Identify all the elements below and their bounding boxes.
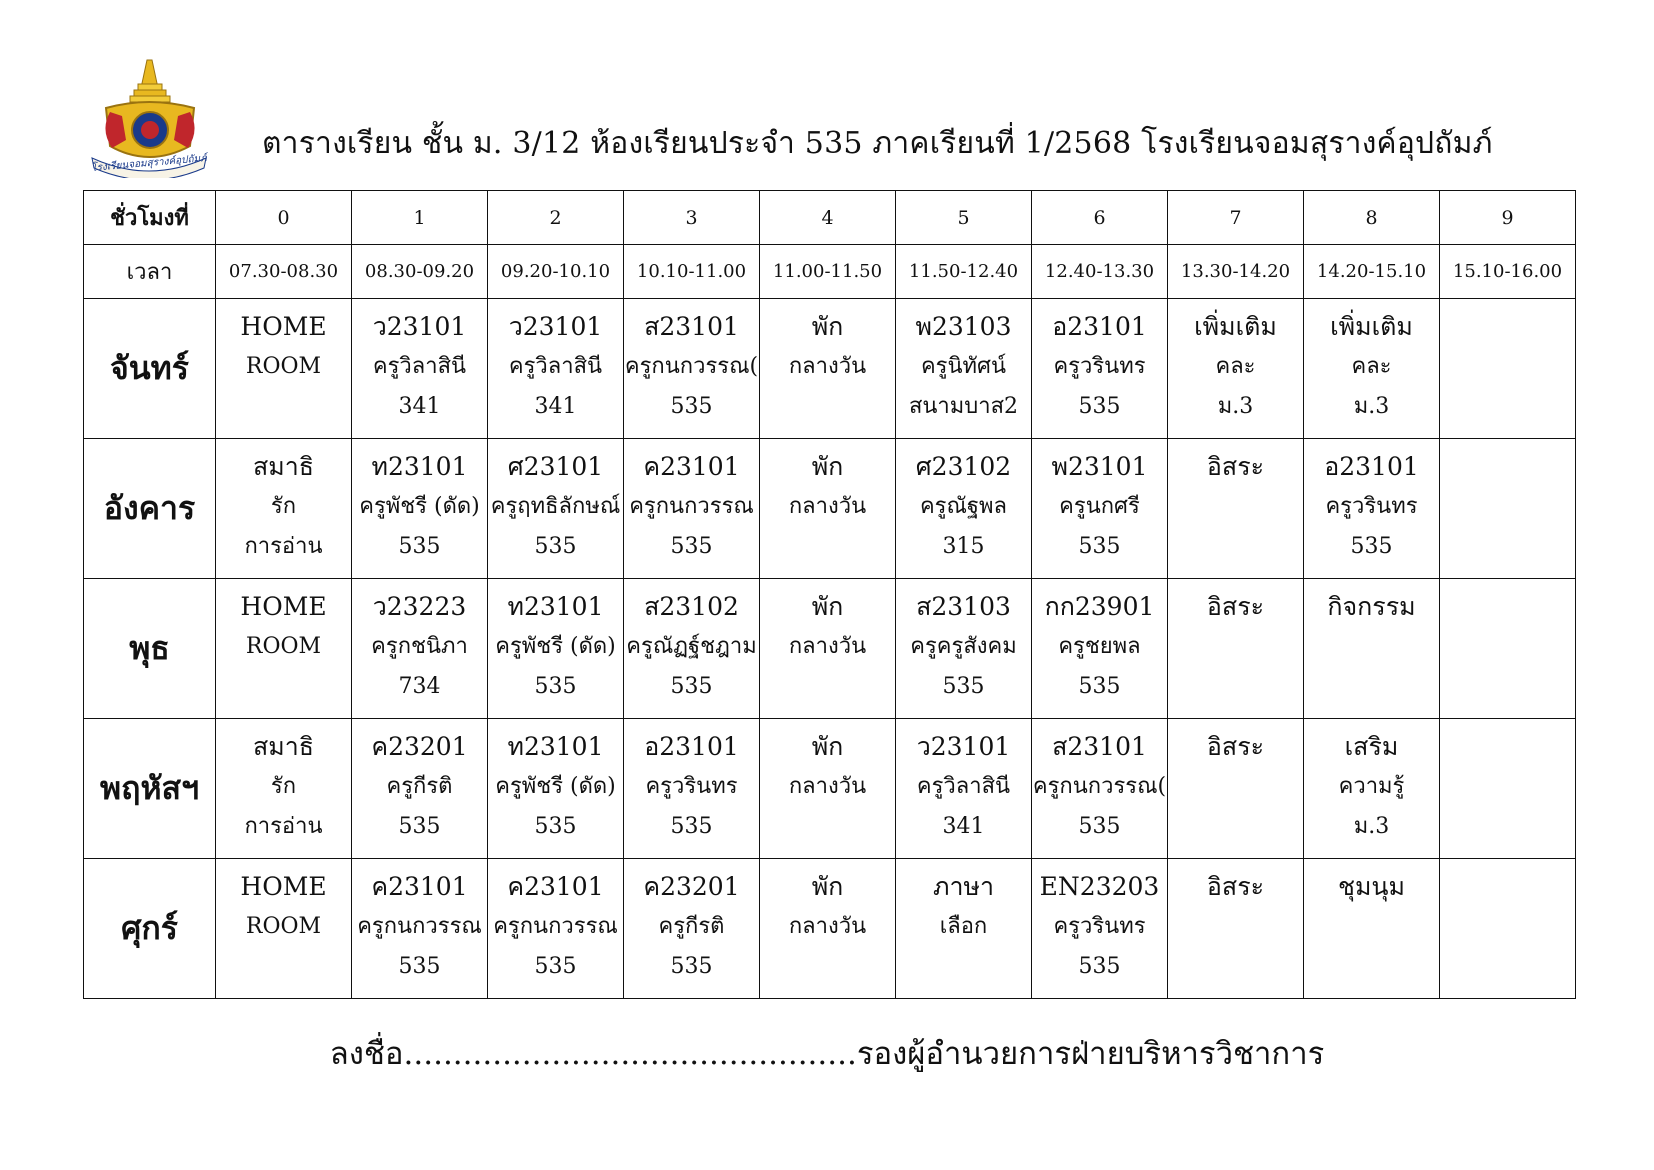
subject-code: HOME xyxy=(240,872,327,901)
class-cell xyxy=(488,299,624,439)
room-number xyxy=(216,947,351,987)
class-cell xyxy=(488,579,624,719)
teacher-name: ครูกีรติ xyxy=(658,914,725,939)
subject-code: พัก xyxy=(811,452,844,481)
room-number: 535 xyxy=(534,814,577,839)
room-number xyxy=(1304,667,1439,707)
subject-code: กก23901 xyxy=(1044,592,1155,621)
subject-code: เพิ่มเติม xyxy=(1194,312,1277,341)
time-slot: 08.30-09.20 xyxy=(352,245,488,299)
teacher-name: กลางวัน xyxy=(788,494,867,519)
class-cell xyxy=(1304,859,1440,999)
teacher-name: ครูวรินทร xyxy=(1053,354,1146,379)
room-number: 341 xyxy=(534,394,577,419)
teacher-name: ROOM xyxy=(245,354,322,379)
room-number xyxy=(760,667,895,707)
room-number: 535 xyxy=(534,674,577,699)
room-number xyxy=(216,667,351,707)
teacher-name xyxy=(1440,767,1575,807)
room-number: 535 xyxy=(670,534,713,559)
class-cell xyxy=(1304,719,1440,859)
time-slot: 15.10-16.00 xyxy=(1440,245,1576,299)
logo-caption: โรงเรียนจอมสุรางค์อุปถัมภ์ xyxy=(90,152,208,175)
room-number: ม.3 xyxy=(1217,394,1254,419)
class-cell xyxy=(216,859,352,999)
subject-code: ค23101 xyxy=(371,872,468,901)
teacher-name: ครูชยพล xyxy=(1058,634,1141,659)
subject-code: ส23101 xyxy=(1052,732,1147,761)
teacher-name: ครูพัชรี (ดัด) xyxy=(495,774,616,799)
teacher-name: ครูวรินทร xyxy=(1325,494,1418,519)
class-cell xyxy=(760,299,896,439)
room-number: 535 xyxy=(534,954,577,979)
teacher-name: ครูฤทธิลักษณ์ xyxy=(490,494,621,519)
timetable xyxy=(83,190,1576,999)
time-slot: 10.10-11.00 xyxy=(624,245,760,299)
subject-code: อิสระ xyxy=(1206,592,1265,621)
class-cell xyxy=(760,579,896,719)
room-number: 535 xyxy=(1078,394,1121,419)
room-number: 535 xyxy=(670,674,713,699)
room-number xyxy=(1168,807,1303,847)
class-cell xyxy=(352,579,488,719)
class-cell xyxy=(1440,439,1576,579)
subject-code: อ23101 xyxy=(1324,452,1419,481)
subject-code: ท23101 xyxy=(507,592,604,621)
room-number xyxy=(760,387,895,427)
day-name: จันทร์ xyxy=(84,299,216,439)
teacher-name: ครูกนกวรรณ xyxy=(357,914,482,939)
room-number xyxy=(1440,947,1575,987)
time-label: เวลา xyxy=(84,245,216,299)
subject-code: ท23101 xyxy=(371,452,468,481)
room-number: สนามบาส2 xyxy=(908,394,1019,419)
room-number: 341 xyxy=(942,814,985,839)
teacher-name xyxy=(1440,487,1575,527)
period-number: 7 xyxy=(1168,191,1304,245)
subject-code: ว23223 xyxy=(372,592,467,621)
class-cell xyxy=(352,719,488,859)
class-cell xyxy=(1168,579,1304,719)
period-number: 8 xyxy=(1304,191,1440,245)
class-cell xyxy=(1304,579,1440,719)
room-number: การอ่าน xyxy=(244,534,323,559)
teacher-name: ครูวิลาสินี xyxy=(372,354,467,379)
teacher-name: ครูวรินทร xyxy=(1053,914,1146,939)
subject-code xyxy=(1440,307,1575,347)
room-number xyxy=(896,947,1031,987)
room-number: 535 xyxy=(1078,814,1121,839)
subject-code: อ23101 xyxy=(1052,312,1147,341)
teacher-name: คละ xyxy=(1351,354,1392,379)
time-slot: 13.30-14.20 xyxy=(1168,245,1304,299)
day-name: พฤหัสฯ xyxy=(84,719,216,859)
time-slot: 12.40-13.30 xyxy=(1032,245,1168,299)
teacher-name: คละ xyxy=(1215,354,1256,379)
teacher-name: ครูวิลาสินี xyxy=(916,774,1011,799)
room-number xyxy=(1440,527,1575,567)
teacher-name: ครูกนกวรรณ( xyxy=(624,354,759,379)
page-title: ตารางเรียน ชั้น ม. 3/12 ห้องเรียนประจำ 535 ภาคเรียนที่ 1/2568 โรงเรียนจอมสุรางค์อุปถัมภ์ xyxy=(262,126,1493,161)
subject-code: อิสระ xyxy=(1206,872,1265,901)
subject-code: สมาธิ xyxy=(252,732,315,761)
room-number xyxy=(1440,807,1575,847)
subject-code: ส23101 xyxy=(644,312,739,341)
subject-code xyxy=(1440,727,1575,767)
class-cell xyxy=(896,859,1032,999)
class-cell xyxy=(624,439,760,579)
teacher-name: ROOM xyxy=(245,634,322,659)
signature-line: ลงชื่อ..............................................รองผู้อำนวยการฝ่ายบริหารวิชาการ xyxy=(329,1036,1325,1072)
subject-code: ศ23101 xyxy=(507,452,604,481)
period-number: 4 xyxy=(760,191,896,245)
room-number: 535 xyxy=(1350,534,1393,559)
room-number xyxy=(216,387,351,427)
room-number: ม.3 xyxy=(1353,394,1390,419)
class-cell xyxy=(1304,439,1440,579)
teacher-name: ครูณัฏฐ์ชฎาม xyxy=(626,634,757,659)
teacher-name: ครูนกศรี xyxy=(1059,494,1140,519)
subject-code: พ23103 xyxy=(915,312,1012,341)
subject-code: HOME xyxy=(240,592,327,621)
class-cell xyxy=(1168,439,1304,579)
room-number: 535 xyxy=(398,814,441,839)
teacher-name: ครูนิทัศน์ xyxy=(920,354,1007,379)
period-number: 5 xyxy=(896,191,1032,245)
subject-code: สมาธิ xyxy=(252,452,315,481)
subject-code: พ23101 xyxy=(1051,452,1148,481)
teacher-name: ครูพัชรี (ดัด) xyxy=(359,494,480,519)
class-cell xyxy=(1032,859,1168,999)
subject-code xyxy=(1440,587,1575,627)
day-row xyxy=(84,579,1576,719)
subject-code: พัก xyxy=(811,732,844,761)
time-slot: 07.30-08.30 xyxy=(216,245,352,299)
class-cell xyxy=(1168,299,1304,439)
class-cell xyxy=(488,859,624,999)
room-number xyxy=(1440,667,1575,707)
day-row xyxy=(84,439,1576,579)
time-slot: 09.20-10.10 xyxy=(488,245,624,299)
period-label: ชั่วโมงที่ xyxy=(84,191,216,245)
teacher-name: ครูวรินทร xyxy=(645,774,738,799)
teacher-name: ROOM xyxy=(245,914,322,939)
teacher-name: กลางวัน xyxy=(788,634,867,659)
class-cell xyxy=(352,439,488,579)
teacher-name xyxy=(1304,907,1439,947)
teacher-name: ครูกีรติ xyxy=(386,774,453,799)
teacher-name: กลางวัน xyxy=(788,774,867,799)
teacher-name: ครูวิลาสินี xyxy=(508,354,603,379)
time-header-row xyxy=(84,245,1576,299)
room-number: 535 xyxy=(1078,534,1121,559)
day-name: พุธ xyxy=(84,579,216,719)
room-number: 535 xyxy=(398,534,441,559)
class-cell xyxy=(1440,859,1576,999)
room-number xyxy=(760,527,895,567)
class-cell xyxy=(760,859,896,999)
class-cell xyxy=(760,719,896,859)
teacher-name xyxy=(1304,627,1439,667)
subject-code: พัก xyxy=(811,592,844,621)
period-header-row xyxy=(84,191,1576,245)
time-slot: 11.00-11.50 xyxy=(760,245,896,299)
teacher-name: ความรู้ xyxy=(1338,774,1405,799)
day-name: อังคาร xyxy=(84,439,216,579)
room-number xyxy=(1304,947,1439,987)
class-cell xyxy=(760,439,896,579)
class-cell xyxy=(216,299,352,439)
class-cell xyxy=(488,439,624,579)
teacher-name: ครูณัฐพล xyxy=(919,494,1008,519)
room-number xyxy=(1168,667,1303,707)
subject-code: ค23101 xyxy=(643,452,740,481)
class-cell xyxy=(1440,299,1576,439)
subject-code: ท23101 xyxy=(507,732,604,761)
subject-code: EN23203 xyxy=(1039,872,1160,901)
teacher-name: ครูกนกวรรณ xyxy=(493,914,618,939)
class-cell xyxy=(896,579,1032,719)
period-number: 6 xyxy=(1032,191,1168,245)
teacher-name: กลางวัน xyxy=(788,354,867,379)
class-cell xyxy=(352,859,488,999)
time-slot: 14.20-15.10 xyxy=(1304,245,1440,299)
room-number: 535 xyxy=(670,954,713,979)
subject-code: ค23101 xyxy=(507,872,604,901)
room-number xyxy=(1168,947,1303,987)
subject-code xyxy=(1440,447,1575,487)
subject-code: ว23101 xyxy=(916,732,1011,761)
period-number: 1 xyxy=(352,191,488,245)
school-logo xyxy=(86,58,212,178)
day-name: ศุกร์ xyxy=(84,859,216,999)
room-number: 535 xyxy=(670,394,713,419)
subject-code: ชุมนุม xyxy=(1337,872,1406,901)
room-number: 535 xyxy=(1078,674,1121,699)
teacher-name xyxy=(1168,487,1303,527)
class-cell xyxy=(624,299,760,439)
subject-code: อิสระ xyxy=(1206,732,1265,761)
class-cell xyxy=(488,719,624,859)
subject-code: พัก xyxy=(811,312,844,341)
class-cell xyxy=(624,579,760,719)
room-number: 535 xyxy=(1078,954,1121,979)
teacher-name: รัก xyxy=(270,774,297,799)
teacher-name xyxy=(1440,907,1575,947)
room-number: 535 xyxy=(942,674,985,699)
day-row xyxy=(84,859,1576,999)
class-cell xyxy=(1032,719,1168,859)
class-cell xyxy=(352,299,488,439)
teacher-name: ครูพัชรี (ดัด) xyxy=(495,634,616,659)
room-number: 341 xyxy=(398,394,441,419)
teacher-name: ครูกนกวรรณ xyxy=(629,494,754,519)
subject-code: เพิ่มเติม xyxy=(1330,312,1413,341)
class-cell xyxy=(1304,299,1440,439)
room-number: 315 xyxy=(942,534,985,559)
subject-code: เสริม xyxy=(1344,732,1399,761)
room-number: 535 xyxy=(398,954,441,979)
subject-code: พัก xyxy=(811,872,844,901)
room-number: 734 xyxy=(398,674,441,699)
class-cell xyxy=(624,719,760,859)
class-cell xyxy=(896,299,1032,439)
class-cell xyxy=(1168,719,1304,859)
class-cell xyxy=(1032,299,1168,439)
teacher-name: ครูกนกวรรณ( xyxy=(1032,774,1167,799)
class-cell xyxy=(216,439,352,579)
teacher-name xyxy=(1440,347,1575,387)
period-number: 2 xyxy=(488,191,624,245)
teacher-name: กลางวัน xyxy=(788,914,867,939)
teacher-name xyxy=(1168,907,1303,947)
teacher-name xyxy=(1168,627,1303,667)
teacher-name: รัก xyxy=(270,494,297,519)
room-number: ม.3 xyxy=(1353,814,1390,839)
subject-code: อ23101 xyxy=(644,732,739,761)
subject-code: ค23201 xyxy=(643,872,740,901)
subject-code: ค23201 xyxy=(371,732,468,761)
teacher-name: ครูครูสังคม xyxy=(910,634,1017,659)
class-cell xyxy=(1168,859,1304,999)
day-row xyxy=(84,299,1576,439)
class-cell xyxy=(624,859,760,999)
room-number xyxy=(760,947,895,987)
class-cell xyxy=(216,719,352,859)
subject-code: ศ23102 xyxy=(915,452,1012,481)
room-number: 535 xyxy=(534,534,577,559)
room-number xyxy=(1168,527,1303,567)
subject-code: ว23101 xyxy=(508,312,603,341)
class-cell xyxy=(896,719,1032,859)
teacher-name: เลือก xyxy=(939,914,988,939)
class-cell xyxy=(1032,579,1168,719)
room-number xyxy=(760,807,895,847)
subject-code: ภาษา xyxy=(932,872,995,901)
teacher-name: ครูกชนิภา xyxy=(371,634,468,659)
class-cell xyxy=(1440,719,1576,859)
subject-code: อิสระ xyxy=(1206,452,1265,481)
subject-code: ส23102 xyxy=(644,592,739,621)
teacher-name xyxy=(1440,627,1575,667)
class-cell xyxy=(896,439,1032,579)
room-number: 535 xyxy=(670,814,713,839)
subject-code xyxy=(1440,867,1575,907)
day-row xyxy=(84,719,1576,859)
subject-code: ส23103 xyxy=(916,592,1011,621)
period-number: 9 xyxy=(1440,191,1576,245)
teacher-name xyxy=(1168,767,1303,807)
subject-code: ว23101 xyxy=(372,312,467,341)
time-slot: 11.50-12.40 xyxy=(896,245,1032,299)
subject-code: กิจกรรม xyxy=(1327,592,1416,621)
period-number: 0 xyxy=(216,191,352,245)
subject-code: HOME xyxy=(240,312,327,341)
class-cell xyxy=(216,579,352,719)
class-cell xyxy=(1032,439,1168,579)
room-number: การอ่าน xyxy=(244,814,323,839)
class-cell xyxy=(1440,579,1576,719)
period-number: 3 xyxy=(624,191,760,245)
room-number xyxy=(1440,387,1575,427)
